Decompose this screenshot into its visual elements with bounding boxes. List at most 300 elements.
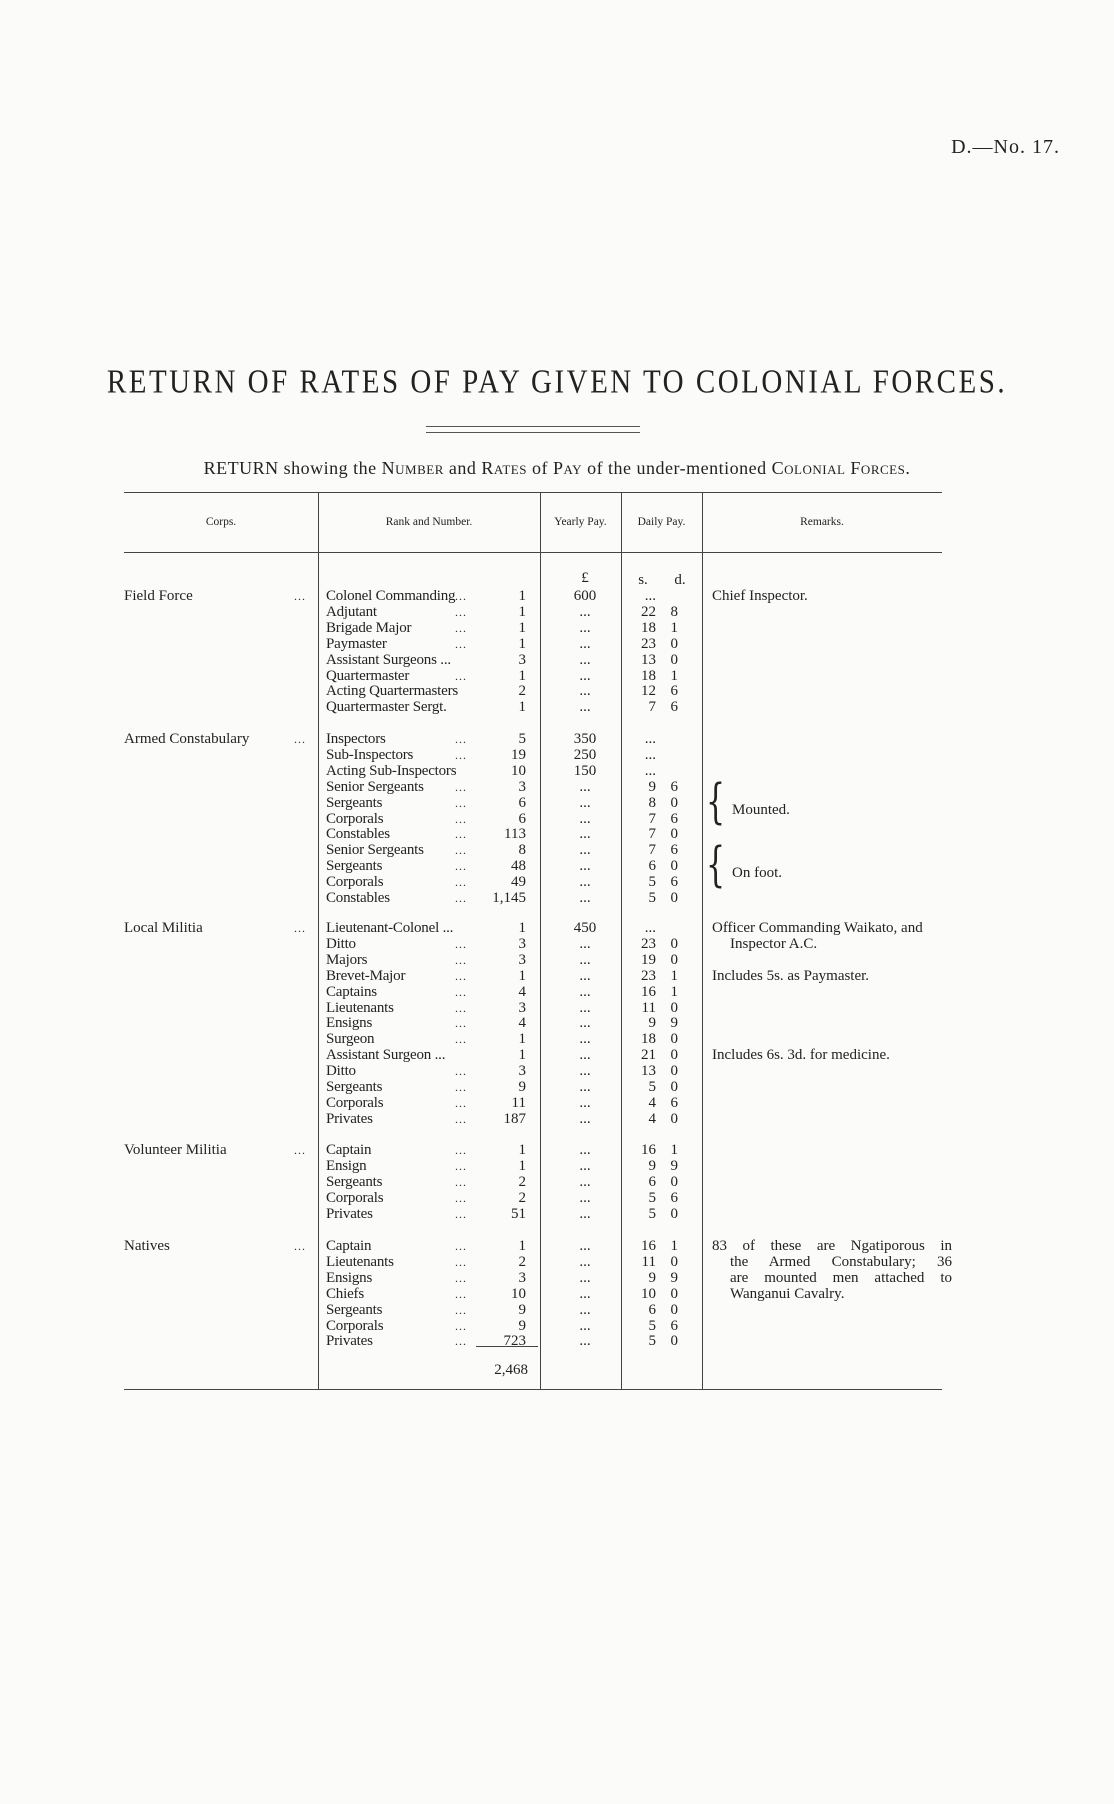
rank-leader-dots: ... xyxy=(455,1206,467,1221)
rank-number: 9 xyxy=(518,1301,526,1318)
header-bottom-rule xyxy=(124,552,942,553)
daily-pay-pence: 9 xyxy=(670,1015,678,1032)
rank-label: Corporals xyxy=(326,874,384,891)
yearly-pay: ... xyxy=(579,999,591,1016)
subtitle-mid2: of xyxy=(526,458,553,478)
rank-number: 1 xyxy=(518,635,526,652)
table-bottom-rule xyxy=(124,1389,942,1390)
yearly-pay: ... xyxy=(579,1301,591,1318)
corps-name: Local Militia xyxy=(124,920,203,936)
yearly-pay: ... xyxy=(579,1189,591,1206)
unit-pence: d. xyxy=(674,572,686,588)
rank-number: 187 xyxy=(503,1110,526,1127)
yearly-pay: ... xyxy=(579,794,591,811)
rank-label: Senior Sergeants xyxy=(326,778,424,795)
daily-pay-pence: 6 xyxy=(670,874,678,891)
rank-leader-dots: ... xyxy=(455,1286,467,1301)
daily-pay-shillings: 16 xyxy=(641,983,656,1000)
remark-mounted: Mounted. xyxy=(732,802,790,818)
table-subtitle xyxy=(0,458,1114,479)
daily-pay-shillings: 9 xyxy=(648,1157,656,1174)
page-reference: D.—No. 17. xyxy=(951,136,1060,158)
yearly-pay: ... xyxy=(579,874,591,891)
daily-pay-pence: 0 xyxy=(670,635,678,652)
daily-pay-pence: 0 xyxy=(670,651,678,668)
table-top-rule xyxy=(124,492,942,493)
yearly-pay: 600 xyxy=(573,588,597,604)
rank-leader-dots: ... xyxy=(455,1318,467,1333)
daily-pay-pence: 0 xyxy=(670,794,678,811)
daily-pay-shillings: 5 xyxy=(648,1079,656,1095)
remark-medicine: Includes 6s. 3d. for medicine. xyxy=(712,1047,890,1063)
rank-label: Sergeants xyxy=(326,1173,383,1190)
daily-pay-pence: 8 xyxy=(670,603,678,620)
daily-pay-shillings: 5 xyxy=(648,1333,656,1350)
rank-number: 3 xyxy=(518,999,526,1016)
daily-pay-pence: 9 xyxy=(670,1157,678,1174)
rank-label: Brevet-Major xyxy=(326,967,406,984)
rank-leader-dots: ... xyxy=(455,827,467,842)
yearly-pay: ... xyxy=(579,1253,591,1270)
rank-number: 10 xyxy=(511,762,526,779)
rank-label: Assistant Surgeon ... xyxy=(326,1047,446,1064)
corps-name: Armed Constabulary xyxy=(124,731,250,747)
rank-number: 2 xyxy=(518,1253,526,1270)
rank-leader-dots: ... xyxy=(455,604,467,619)
yearly-pay: ... xyxy=(579,619,591,636)
daily-pay-shillings: 21 xyxy=(641,1047,656,1064)
rank-number: 1 xyxy=(518,603,526,620)
remark-natives-line1: 83 of these are Ngatiporous in xyxy=(712,1238,952,1254)
daily-pay-pence: 0 xyxy=(670,1253,678,1270)
header-rank: Rank and Number. xyxy=(385,516,473,528)
rank-label: Ensign xyxy=(326,1157,367,1174)
rank-label: Corporals xyxy=(326,810,384,827)
yearly-pay: ... xyxy=(579,699,591,716)
rank-leader-dots: ... xyxy=(455,891,467,905)
daily-pay-shillings: 9 xyxy=(648,1269,656,1286)
rank-number: 2 xyxy=(518,1189,526,1206)
daily-pay-shillings: 16 xyxy=(641,1238,656,1254)
column-divider-daily xyxy=(702,492,703,1389)
remark-officer-line2: Inspector A.C. xyxy=(730,936,818,952)
corps-leader-dots: ... xyxy=(294,732,306,746)
rank-label: Corporals xyxy=(326,1317,384,1334)
daily-pay-shillings: 5 xyxy=(648,890,656,906)
remark-on-foot: On foot. xyxy=(732,865,782,881)
daily-pay-pence: 0 xyxy=(670,1301,678,1318)
rank-leader-dots: ... xyxy=(455,952,467,967)
daily-pay-shillings: 11 xyxy=(641,1253,656,1270)
yearly-pay: ... xyxy=(579,983,591,1000)
rank-number: 3 xyxy=(518,951,526,968)
brace-on-foot: { xyxy=(706,837,726,894)
corps-name: Natives xyxy=(124,1238,170,1254)
rank-leader-dots: ... xyxy=(455,636,467,651)
rank-label: Adjutant xyxy=(326,603,377,620)
rank-number: 51 xyxy=(511,1205,526,1222)
daily-pay-pence: 0 xyxy=(670,1205,678,1222)
rank-number: 1 xyxy=(518,667,526,684)
daily-pay-pence: 0 xyxy=(670,999,678,1016)
daily-pay-pence: 0 xyxy=(670,858,678,875)
rank-label: Privates xyxy=(326,1110,373,1127)
yearly-pay: ... xyxy=(579,1317,591,1334)
yearly-pay: ... xyxy=(579,967,591,984)
daily-pay-shillings: 13 xyxy=(641,1063,656,1080)
yearly-pay: ... xyxy=(579,1047,591,1064)
rank-number: 4 xyxy=(518,1015,526,1032)
yearly-pay: ... xyxy=(579,935,591,952)
yearly-pay: ... xyxy=(579,1079,591,1095)
daily-pay-shillings: 9 xyxy=(648,778,656,795)
daily-pay-shillings: 7 xyxy=(648,810,656,827)
rank-label: Ensigns xyxy=(326,1015,373,1032)
daily-pay-shillings: 6 xyxy=(648,858,656,875)
rank-leader-dots: ... xyxy=(455,968,467,983)
daily-pay-shillings: 5 xyxy=(648,1189,656,1206)
daily-pay-pence: 1 xyxy=(670,667,678,684)
daily-pay-pence: 0 xyxy=(670,951,678,968)
rank-label: Majors xyxy=(326,951,368,968)
rank-number: 1 xyxy=(518,920,526,936)
yearly-pay: ... xyxy=(579,842,591,859)
rank-number: 3 xyxy=(518,1063,526,1080)
yearly-pay: ... xyxy=(579,1269,591,1286)
rank-label: Ditto xyxy=(326,1063,356,1080)
rank-number: 1 xyxy=(518,967,526,984)
daily-pay-pence: 6 xyxy=(670,683,678,700)
total-count: 2,468 xyxy=(494,1362,528,1378)
corps-name: Volunteer Militia xyxy=(124,1142,227,1158)
daily-pay-pence: 0 xyxy=(670,1079,678,1095)
rank-number: 1,145 xyxy=(492,890,526,906)
yearly-pay: ... xyxy=(579,603,591,620)
daily-pay-shillings: 5 xyxy=(648,1205,656,1222)
daily-pay-shillings: 18 xyxy=(641,619,656,636)
header-corps: Corps. xyxy=(205,516,237,528)
daily-pay-pence: 0 xyxy=(670,935,678,952)
daily-pay-pence: 1 xyxy=(670,983,678,1000)
title-divider xyxy=(426,426,640,433)
rank-label: Surgeon xyxy=(326,1031,375,1048)
daily-pay-pence: 1 xyxy=(670,967,678,984)
rank-label: Privates xyxy=(326,1205,373,1222)
rank-leader-dots: ... xyxy=(455,1000,467,1015)
subtitle-pay: Pay xyxy=(552,458,583,478)
header-remarks: Remarks. xyxy=(800,516,844,528)
yearly-pay: ... xyxy=(579,1031,591,1048)
yearly-pay: ... xyxy=(579,951,591,968)
daily-pay-pence: 0 xyxy=(670,890,678,906)
rank-leader-dots: ... xyxy=(455,1302,467,1317)
rank-leader-dots: ... xyxy=(455,668,467,683)
rank-label: Ensigns xyxy=(326,1269,373,1286)
rank-label: Acting Sub-Inspectors xyxy=(326,762,457,779)
rank-leader-dots: ... xyxy=(455,1254,467,1269)
rank-label: Sub-Inspectors xyxy=(326,746,414,763)
daily-pay-shillings: 6 xyxy=(648,1173,656,1190)
rank-label: Privates xyxy=(326,1333,373,1350)
rank-number: 1 xyxy=(518,1142,526,1158)
daily-pay-pence: 0 xyxy=(670,1333,678,1350)
remark-chief-inspector: Chief Inspector. xyxy=(712,588,808,604)
yearly-pay: ... xyxy=(579,635,591,652)
rank-label: Corporals xyxy=(326,1094,384,1111)
rank-leader-dots: ... xyxy=(455,1174,467,1189)
subtitle-end: . xyxy=(905,458,911,478)
page-title: RETURN OF RATES OF PAY GIVEN TO COLONIAL FORCES. xyxy=(106,363,1008,401)
subtitle-colonial-forces: Colonial Forces xyxy=(771,458,906,478)
rank-number: 3 xyxy=(518,651,526,668)
subtitle-mid3: of the under-mentioned xyxy=(582,458,772,478)
rank-number: 113 xyxy=(504,826,526,843)
rank-number: 3 xyxy=(518,935,526,952)
rank-leader-dots: ... xyxy=(455,875,467,890)
corps-leader-dots: ... xyxy=(294,1239,306,1253)
remark-officer-line1: Officer Commanding Waikato, and xyxy=(712,920,923,936)
daily-pay-shillings: 23 xyxy=(641,635,656,652)
daily-pay-shillings: 18 xyxy=(641,1031,656,1048)
daily-pay-pence: 0 xyxy=(670,1110,678,1127)
rank-leader-dots: ... xyxy=(455,620,467,635)
yearly-pay: ... xyxy=(579,1063,591,1080)
daily-pay-pence: 9 xyxy=(670,1269,678,1286)
rank-number: 6 xyxy=(518,810,526,827)
rank-leader-dots: ... xyxy=(455,1111,467,1126)
rank-number: 9 xyxy=(518,1317,526,1334)
rank-leader-dots: ... xyxy=(455,589,467,603)
daily-pay-pence: 6 xyxy=(670,699,678,716)
subtitle-rates: Rates xyxy=(481,458,527,478)
daily-pay-pence: 1 xyxy=(670,1142,678,1158)
rank-label: Senior Sergeants xyxy=(326,842,424,859)
daily-pay-pence: 6 xyxy=(670,842,678,859)
daily-pay-pence: 0 xyxy=(670,1173,678,1190)
yearly-pay: ... xyxy=(579,1142,591,1158)
daily-pay-pence: 0 xyxy=(670,1063,678,1080)
daily-pay-pence: 6 xyxy=(670,810,678,827)
yearly-pay: ... xyxy=(579,858,591,875)
rank-leader-dots: ... xyxy=(455,779,467,794)
rank-number: 2 xyxy=(518,683,526,700)
yearly-pay: ... xyxy=(579,1333,591,1350)
corps-leader-dots: ... xyxy=(294,921,306,935)
yearly-pay: ... xyxy=(579,1238,591,1254)
daily-pay-shillings: 10 xyxy=(641,1285,656,1302)
column-divider-corps xyxy=(318,492,319,1389)
rank-leader-dots: ... xyxy=(455,1095,467,1110)
yearly-pay: ... xyxy=(579,1173,591,1190)
remark-natives-line3: are mounted men attached to xyxy=(730,1270,952,1286)
rank-leader-dots: ... xyxy=(455,843,467,858)
daily-pay-pence: 0 xyxy=(670,826,678,843)
yearly-pay: ... xyxy=(579,810,591,827)
rank-leader-dots: ... xyxy=(455,1032,467,1047)
daily-pay-shillings: 19 xyxy=(641,951,656,968)
rank-number: 1 xyxy=(518,588,526,604)
rank-leader-dots: ... xyxy=(455,1270,467,1285)
rank-leader-dots: ... xyxy=(455,936,467,951)
rank-label: Quartermaster Sergt. xyxy=(326,699,447,716)
daily-pay-shillings: 6 xyxy=(648,1301,656,1318)
rank-label: Sergeants xyxy=(326,1301,383,1318)
subtitle-mid1: and xyxy=(443,458,482,478)
daily-pay-shillings: 5 xyxy=(648,1317,656,1334)
rank-label: Colonel Commanding xyxy=(326,588,456,604)
rank-number: 5 xyxy=(518,731,526,747)
rank-label: Sergeants xyxy=(326,1079,383,1095)
yearly-pay: ... xyxy=(579,1157,591,1174)
daily-pay-shillings: ... xyxy=(644,588,656,604)
rank-label: Ditto xyxy=(326,935,356,952)
daily-pay-pence: 6 xyxy=(670,1094,678,1111)
rank-leader-dots: ... xyxy=(455,1158,467,1173)
rank-leader-dots: ... xyxy=(455,811,467,826)
yearly-pay: ... xyxy=(579,890,591,906)
header-yearly: Yearly Pay. xyxy=(554,516,607,528)
rank-number: 3 xyxy=(518,778,526,795)
daily-pay-pence: 0 xyxy=(670,1031,678,1048)
daily-pay-shillings: ... xyxy=(644,762,656,779)
rank-number: 723 xyxy=(503,1333,526,1350)
yearly-pay: ... xyxy=(579,826,591,843)
rank-number: 48 xyxy=(511,858,526,875)
rank-label: Brigade Major xyxy=(326,619,412,636)
rank-leader-dots: ... xyxy=(455,1239,467,1253)
rank-leader-dots: ... xyxy=(455,1016,467,1031)
rank-number: 2 xyxy=(518,1173,526,1190)
rank-leader-dots: ... xyxy=(455,1143,467,1157)
rank-number: 1 xyxy=(518,619,526,636)
rank-label: Quartermaster xyxy=(326,667,410,684)
rank-number: 1 xyxy=(518,699,526,716)
remark-natives-line2: the Armed Constabulary; 36 xyxy=(730,1254,952,1270)
rank-label: Captain xyxy=(326,1142,372,1158)
daily-pay-shillings: 7 xyxy=(648,842,656,859)
daily-pay-shillings: 9 xyxy=(648,1015,656,1032)
rank-label: Corporals xyxy=(326,1189,384,1206)
rank-label: Captain xyxy=(326,1238,372,1254)
daily-pay-shillings: 4 xyxy=(648,1094,656,1111)
unit-pounds: £ xyxy=(581,570,589,586)
corps-leader-dots: ... xyxy=(294,1143,306,1157)
rank-leader-dots: ... xyxy=(455,1334,467,1349)
rank-leader-dots: ... xyxy=(455,747,467,762)
yearly-pay: ... xyxy=(579,667,591,684)
daily-pay-shillings: 13 xyxy=(641,651,656,668)
subtitle-number: Number xyxy=(381,458,444,478)
daily-pay-shillings: 7 xyxy=(648,826,656,843)
yearly-pay: ... xyxy=(579,778,591,795)
rank-label: Assistant Surgeons ... xyxy=(326,651,451,668)
yearly-pay: ... xyxy=(579,683,591,700)
rank-number: 49 xyxy=(511,874,526,891)
rank-label: Sergeants xyxy=(326,858,383,875)
rank-leader-dots: ... xyxy=(455,1080,467,1094)
yearly-pay: 150 xyxy=(573,762,597,779)
rank-leader-dots: ... xyxy=(455,859,467,874)
rank-number: 4 xyxy=(518,983,526,1000)
remark-paymaster: Includes 5s. as Paymaster. xyxy=(712,968,870,984)
rank-label: Acting Quartermasters xyxy=(326,683,459,700)
daily-pay-shillings: 23 xyxy=(641,935,656,952)
daily-pay-pence: 0 xyxy=(670,1285,678,1302)
daily-pay-shillings: 7 xyxy=(648,699,656,716)
rank-number: 9 xyxy=(518,1079,526,1095)
rank-number: 10 xyxy=(511,1285,526,1302)
daily-pay-shillings: 23 xyxy=(641,967,656,984)
rank-label: Lieutenant-Colonel ... xyxy=(326,920,454,936)
subtitle-lead: RETURN showing the xyxy=(203,458,382,478)
rank-label: Constables xyxy=(326,890,390,906)
rank-number: 19 xyxy=(511,746,526,763)
header-daily: Daily Pay. xyxy=(637,516,686,528)
daily-pay-shillings: 16 xyxy=(641,1142,656,1158)
yearly-pay: 250 xyxy=(573,746,597,763)
rank-number: 8 xyxy=(518,842,526,859)
daily-pay-pence: 1 xyxy=(670,1238,678,1254)
rank-number: 11 xyxy=(511,1094,526,1111)
unit-shillings: s. xyxy=(638,572,648,588)
daily-pay-pence: 1 xyxy=(670,619,678,636)
rank-label: Paymaster xyxy=(326,635,387,652)
rank-leader-dots: ... xyxy=(455,1064,467,1079)
rank-label: Constables xyxy=(326,826,390,843)
daily-pay-pence: 0 xyxy=(670,1047,678,1064)
yearly-pay: ... xyxy=(579,1110,591,1127)
yearly-pay: ... xyxy=(579,1205,591,1222)
daily-pay-shillings: ... xyxy=(644,731,656,747)
rank-label: Chiefs xyxy=(326,1285,364,1302)
rank-number: 1 xyxy=(518,1031,526,1048)
rank-label: Sergeants xyxy=(326,794,383,811)
daily-pay-shillings: 8 xyxy=(648,794,656,811)
daily-pay-shillings: 11 xyxy=(641,999,656,1016)
column-divider-number xyxy=(540,492,541,1389)
remark-natives-line4: Wanganui Cavalry. xyxy=(730,1286,845,1302)
yearly-pay: ... xyxy=(579,1285,591,1302)
daily-pay-shillings: ... xyxy=(644,920,656,936)
rank-leader-dots: ... xyxy=(455,984,467,999)
daily-pay-pence: 6 xyxy=(670,1189,678,1206)
yearly-pay: ... xyxy=(579,1094,591,1111)
rank-label: Lieutenants xyxy=(326,1253,394,1270)
rank-label: Lieutenants xyxy=(326,999,394,1016)
daily-pay-pence: 6 xyxy=(670,778,678,795)
daily-pay-shillings: 12 xyxy=(641,683,656,700)
brace-mounted: { xyxy=(706,774,726,831)
yearly-pay: 350 xyxy=(573,731,597,747)
column-divider-yearly xyxy=(621,492,622,1389)
yearly-pay: ... xyxy=(579,651,591,668)
rank-number: 1 xyxy=(518,1047,526,1064)
daily-pay-shillings: ... xyxy=(644,746,656,763)
corps-leader-dots: ... xyxy=(294,589,306,603)
rank-number: 1 xyxy=(518,1157,526,1174)
daily-pay-shillings: 22 xyxy=(641,603,656,620)
daily-pay-pence: 6 xyxy=(670,1317,678,1334)
rank-leader-dots: ... xyxy=(455,732,467,746)
corps-name: Field Force xyxy=(124,588,193,604)
rank-label: Captains xyxy=(326,983,377,1000)
daily-pay-shillings: 5 xyxy=(648,874,656,891)
rank-number: 6 xyxy=(518,794,526,811)
yearly-pay: ... xyxy=(579,1015,591,1032)
daily-pay-shillings: 4 xyxy=(648,1110,656,1127)
rank-number: 1 xyxy=(518,1238,526,1254)
yearly-pay: 450 xyxy=(573,920,597,936)
